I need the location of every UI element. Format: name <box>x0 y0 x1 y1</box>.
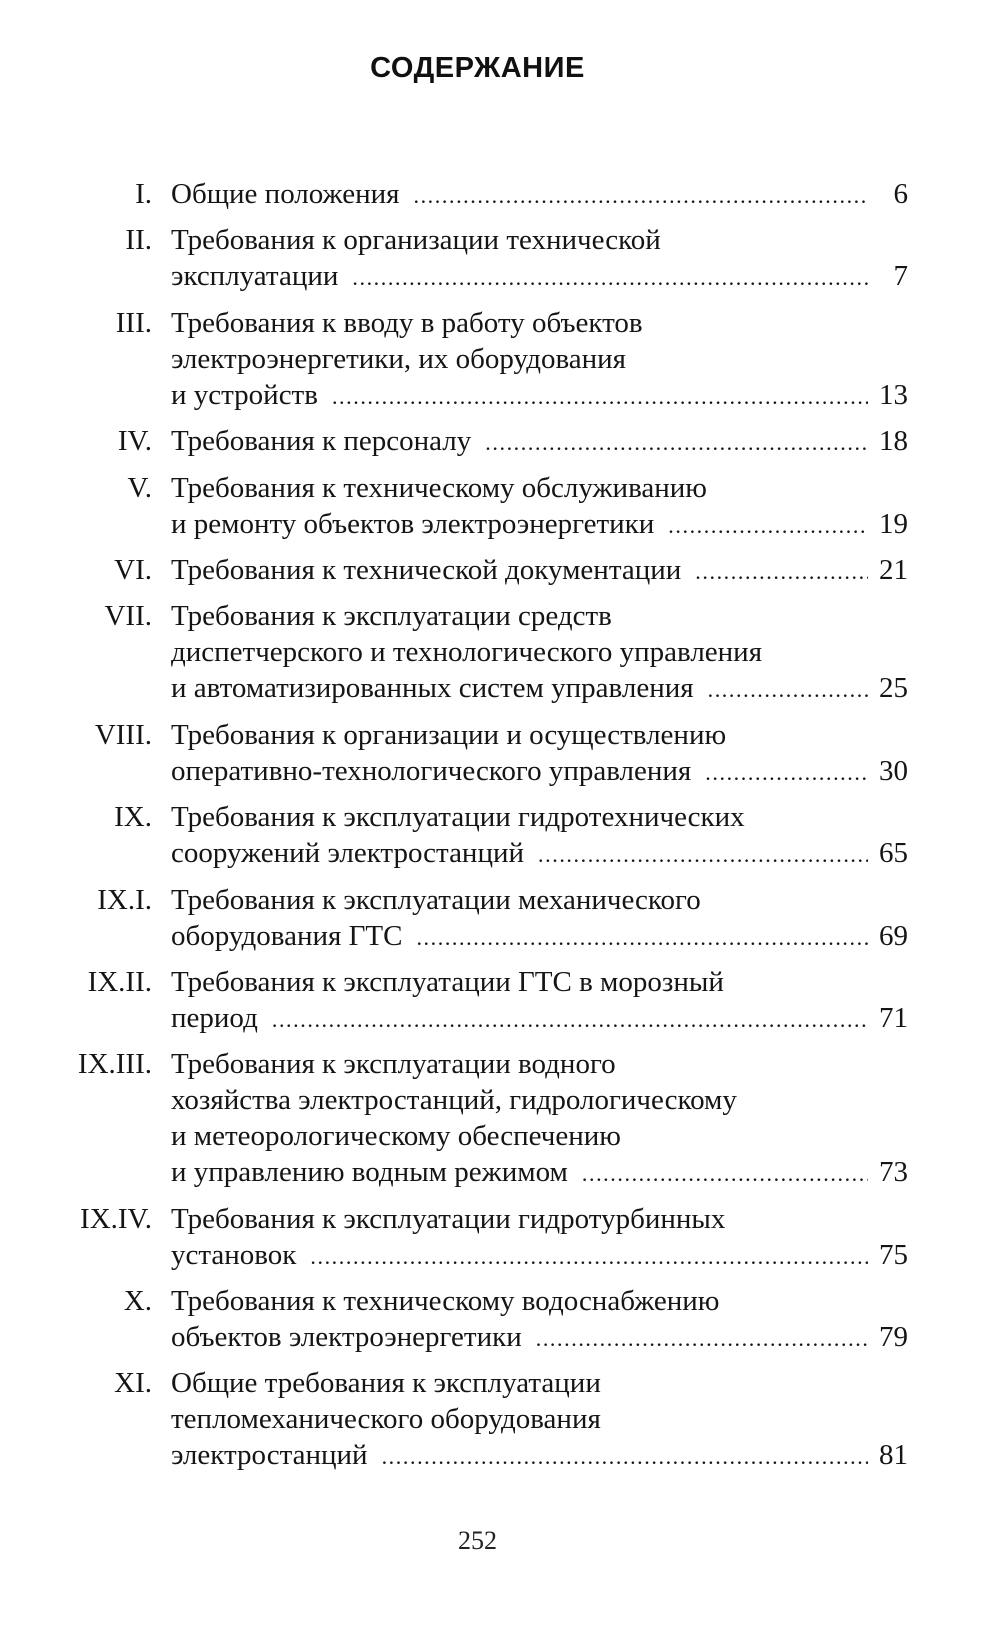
toc-entry-line <box>171 552 908 590</box>
toc-entry-page: 6 <box>893 178 908 210</box>
toc-entry-title: диспетчерского и технологического управления <box>171 636 763 669</box>
toc-entry[interactable] <box>0 717 1000 791</box>
toc-entry-line <box>171 717 908 753</box>
toc-entry-number: X. <box>123 1285 152 1318</box>
toc-entry-body <box>171 882 908 956</box>
toc-entry[interactable] <box>0 799 1000 873</box>
toc-entry-line <box>171 423 908 461</box>
dot-leader <box>413 178 868 214</box>
toc-entry-line <box>171 670 908 708</box>
dot-leader <box>485 425 868 461</box>
toc-entry-title: Требования к организации технической <box>171 224 661 257</box>
toc-entry-body <box>171 423 908 461</box>
toc-entry-number: VII. <box>104 600 152 633</box>
toc-entry-title: Требования к технической документации <box>171 553 682 586</box>
toc-entry-line <box>171 964 908 1000</box>
toc-entry-body <box>171 176 908 214</box>
toc-entry-number: III. <box>115 306 152 339</box>
toc-entry-line <box>171 1000 908 1038</box>
toc-entry-title: Требования к эксплуатации гидротехнических <box>171 801 745 834</box>
dot-leader <box>416 920 868 956</box>
dot-leader <box>272 1002 868 1038</box>
toc-entry-title: Требования к эксплуатации механического <box>171 883 701 916</box>
dot-leader <box>536 1321 868 1357</box>
toc-entry-page: 65 <box>879 837 908 870</box>
toc-entry-line <box>171 176 908 214</box>
toc-entry-body <box>171 717 908 791</box>
toc-entry-number: IV. <box>117 425 152 458</box>
toc-entry-line <box>171 634 908 670</box>
toc-entry-body <box>171 799 908 873</box>
toc-entry-line <box>171 753 908 791</box>
toc-entry-line <box>171 1046 908 1082</box>
toc-entry-title: Требования к эксплуатации средств <box>171 600 612 633</box>
toc-entry-body <box>171 598 908 708</box>
toc-entry-title: Общие требования к эксплуатации <box>171 1367 601 1400</box>
toc-entry[interactable] <box>0 552 1000 590</box>
toc-entry[interactable] <box>0 964 1000 1038</box>
toc-entry-line <box>171 598 908 634</box>
toc-entry[interactable] <box>0 1201 1000 1275</box>
toc-entry-title: и метеорологическому обеспечению <box>171 1120 621 1153</box>
toc-entry[interactable] <box>0 423 1000 461</box>
toc-entry-line <box>171 305 908 341</box>
toc-entry-title: сооружений электростанций <box>171 837 525 870</box>
toc-entry-body <box>171 1201 908 1275</box>
toc-entry[interactable] <box>0 305 1000 415</box>
toc-entry-line <box>171 1154 908 1192</box>
contents-title: СОДЕРЖАНИЕ <box>370 52 585 84</box>
toc-entry-page: 21 <box>879 553 908 586</box>
toc-entry-number: II. <box>125 224 152 257</box>
dot-leader <box>695 554 868 590</box>
toc-entry-page: 25 <box>879 672 908 705</box>
toc-entry-title: Требования к персоналу <box>171 425 472 458</box>
dot-leader <box>382 1439 868 1475</box>
toc-entry-title: объектов электроэнергетики <box>171 1321 522 1354</box>
dot-leader <box>332 379 868 415</box>
toc-entry-line <box>171 1401 908 1437</box>
toc-entry-line <box>171 1319 908 1357</box>
toc-entry-number: IX.III. <box>77 1048 152 1081</box>
toc-entry-line <box>171 835 908 873</box>
toc-entry-line <box>171 1283 908 1319</box>
toc-entry-title: и автоматизированных систем управления <box>171 672 694 705</box>
toc-entry-page: 71 <box>879 1001 908 1034</box>
toc-entry-title: период <box>171 1001 258 1034</box>
toc-entry-title: и ремонту объектов электроэнергетики <box>171 507 655 540</box>
toc-entry-body <box>171 1283 908 1357</box>
toc-entry-title: Требования к техническому водоснабжению <box>171 1285 720 1318</box>
toc-entry-line <box>171 470 908 506</box>
toc-entry[interactable] <box>0 1283 1000 1357</box>
dot-leader <box>668 508 868 544</box>
toc-entry-page: 30 <box>879 754 908 787</box>
toc-entry-number: VI. <box>114 553 152 586</box>
toc-entry-page: 69 <box>879 919 908 952</box>
toc-entry[interactable] <box>0 598 1000 708</box>
toc-entry-title: Требования к эксплуатации гидротурбинных <box>171 1202 726 1235</box>
toc-entry-line <box>171 1237 908 1275</box>
toc-entry-title: Требования к организации и осуществлению <box>171 718 727 751</box>
toc-entry-line <box>171 1082 908 1118</box>
toc-entry-title: и управлению водным режимом <box>171 1156 568 1189</box>
toc-entry-page: 73 <box>879 1156 908 1189</box>
toc-entry-number: I. <box>135 178 152 210</box>
toc-entry-title: Требования к вводу в работу объектов <box>171 306 643 339</box>
toc-entry-number: XI. <box>114 1367 152 1400</box>
toc-entry-line <box>171 882 908 918</box>
toc-entry-title: оборудования ГТС <box>171 919 403 952</box>
toc-entry[interactable] <box>0 882 1000 956</box>
toc-entry-title: эксплуатации <box>171 260 339 293</box>
dot-leader <box>538 837 868 873</box>
toc-entry-title: тепломеханического оборудования <box>171 1403 601 1436</box>
toc-entry-page: 13 <box>879 378 908 411</box>
toc-entry-title: хозяйства электростанций, гидрологическому <box>171 1084 737 1117</box>
toc-entry-body <box>171 222 908 296</box>
dot-leader <box>352 260 868 296</box>
page-number: 252 <box>458 1526 497 1555</box>
toc-entry[interactable] <box>0 222 1000 296</box>
toc-entry-title: Требования к эксплуатации ГТС в морозный <box>171 965 724 998</box>
toc-entry-number: IX.I. <box>97 883 152 916</box>
toc-entry-body <box>171 470 908 544</box>
toc-entry-title: электроэнергетики, их оборудования <box>171 342 627 375</box>
toc-entry-line <box>171 918 908 956</box>
dot-leader <box>708 672 868 708</box>
toc-entry-body <box>171 964 908 1038</box>
toc-entry-page: 19 <box>879 507 908 540</box>
toc-entry-title: Требования к техническому обслуживанию <box>171 471 707 504</box>
toc-entry-number: VIII. <box>94 718 152 751</box>
table-of-contents <box>0 176 1000 1484</box>
toc-entry-line <box>171 377 908 415</box>
toc-entry-line <box>171 1437 908 1475</box>
toc-entry-number: IX.II. <box>87 965 152 998</box>
toc-entry-title: установок <box>171 1238 297 1271</box>
toc-entry[interactable] <box>0 1046 1000 1192</box>
toc-entry-page: 81 <box>879 1439 908 1472</box>
toc-entry-title: и устройств <box>171 378 318 411</box>
toc-entry-body <box>171 552 908 590</box>
toc-entry-line <box>171 258 908 296</box>
toc-entry-line <box>171 341 908 377</box>
toc-entry-line <box>171 1118 908 1154</box>
toc-entry-number: IX.IV. <box>80 1202 152 1235</box>
toc-entry[interactable] <box>0 1365 1000 1475</box>
toc-entry-body <box>171 1046 908 1192</box>
toc-entry-number: V. <box>127 471 152 504</box>
toc-entry-body <box>171 1365 908 1475</box>
toc-entry-line <box>171 1365 908 1401</box>
toc-entry-number: IX. <box>114 801 152 834</box>
toc-entry-title: электростанций <box>171 1439 368 1472</box>
toc-entry-title: оперативно-технологического управления <box>171 754 692 787</box>
dot-leader <box>705 755 868 791</box>
toc-entry-title: Требования к эксплуатации водного <box>171 1048 616 1081</box>
toc-entry-line <box>171 222 908 258</box>
toc-entry[interactable] <box>0 470 1000 544</box>
dot-leader <box>310 1239 868 1275</box>
toc-entry-page: 79 <box>879 1321 908 1354</box>
toc-entry-title: Общие положения <box>171 178 400 210</box>
toc-entry-page: 18 <box>879 425 908 458</box>
toc-entry-line <box>171 1201 908 1237</box>
toc-entry[interactable] <box>0 176 1000 214</box>
toc-entry-page: 7 <box>893 260 908 293</box>
toc-entry-page: 75 <box>879 1238 908 1271</box>
toc-entry-line <box>171 799 908 835</box>
dot-leader <box>582 1156 868 1192</box>
toc-entry-line <box>171 506 908 544</box>
toc-entry-body <box>171 305 908 415</box>
